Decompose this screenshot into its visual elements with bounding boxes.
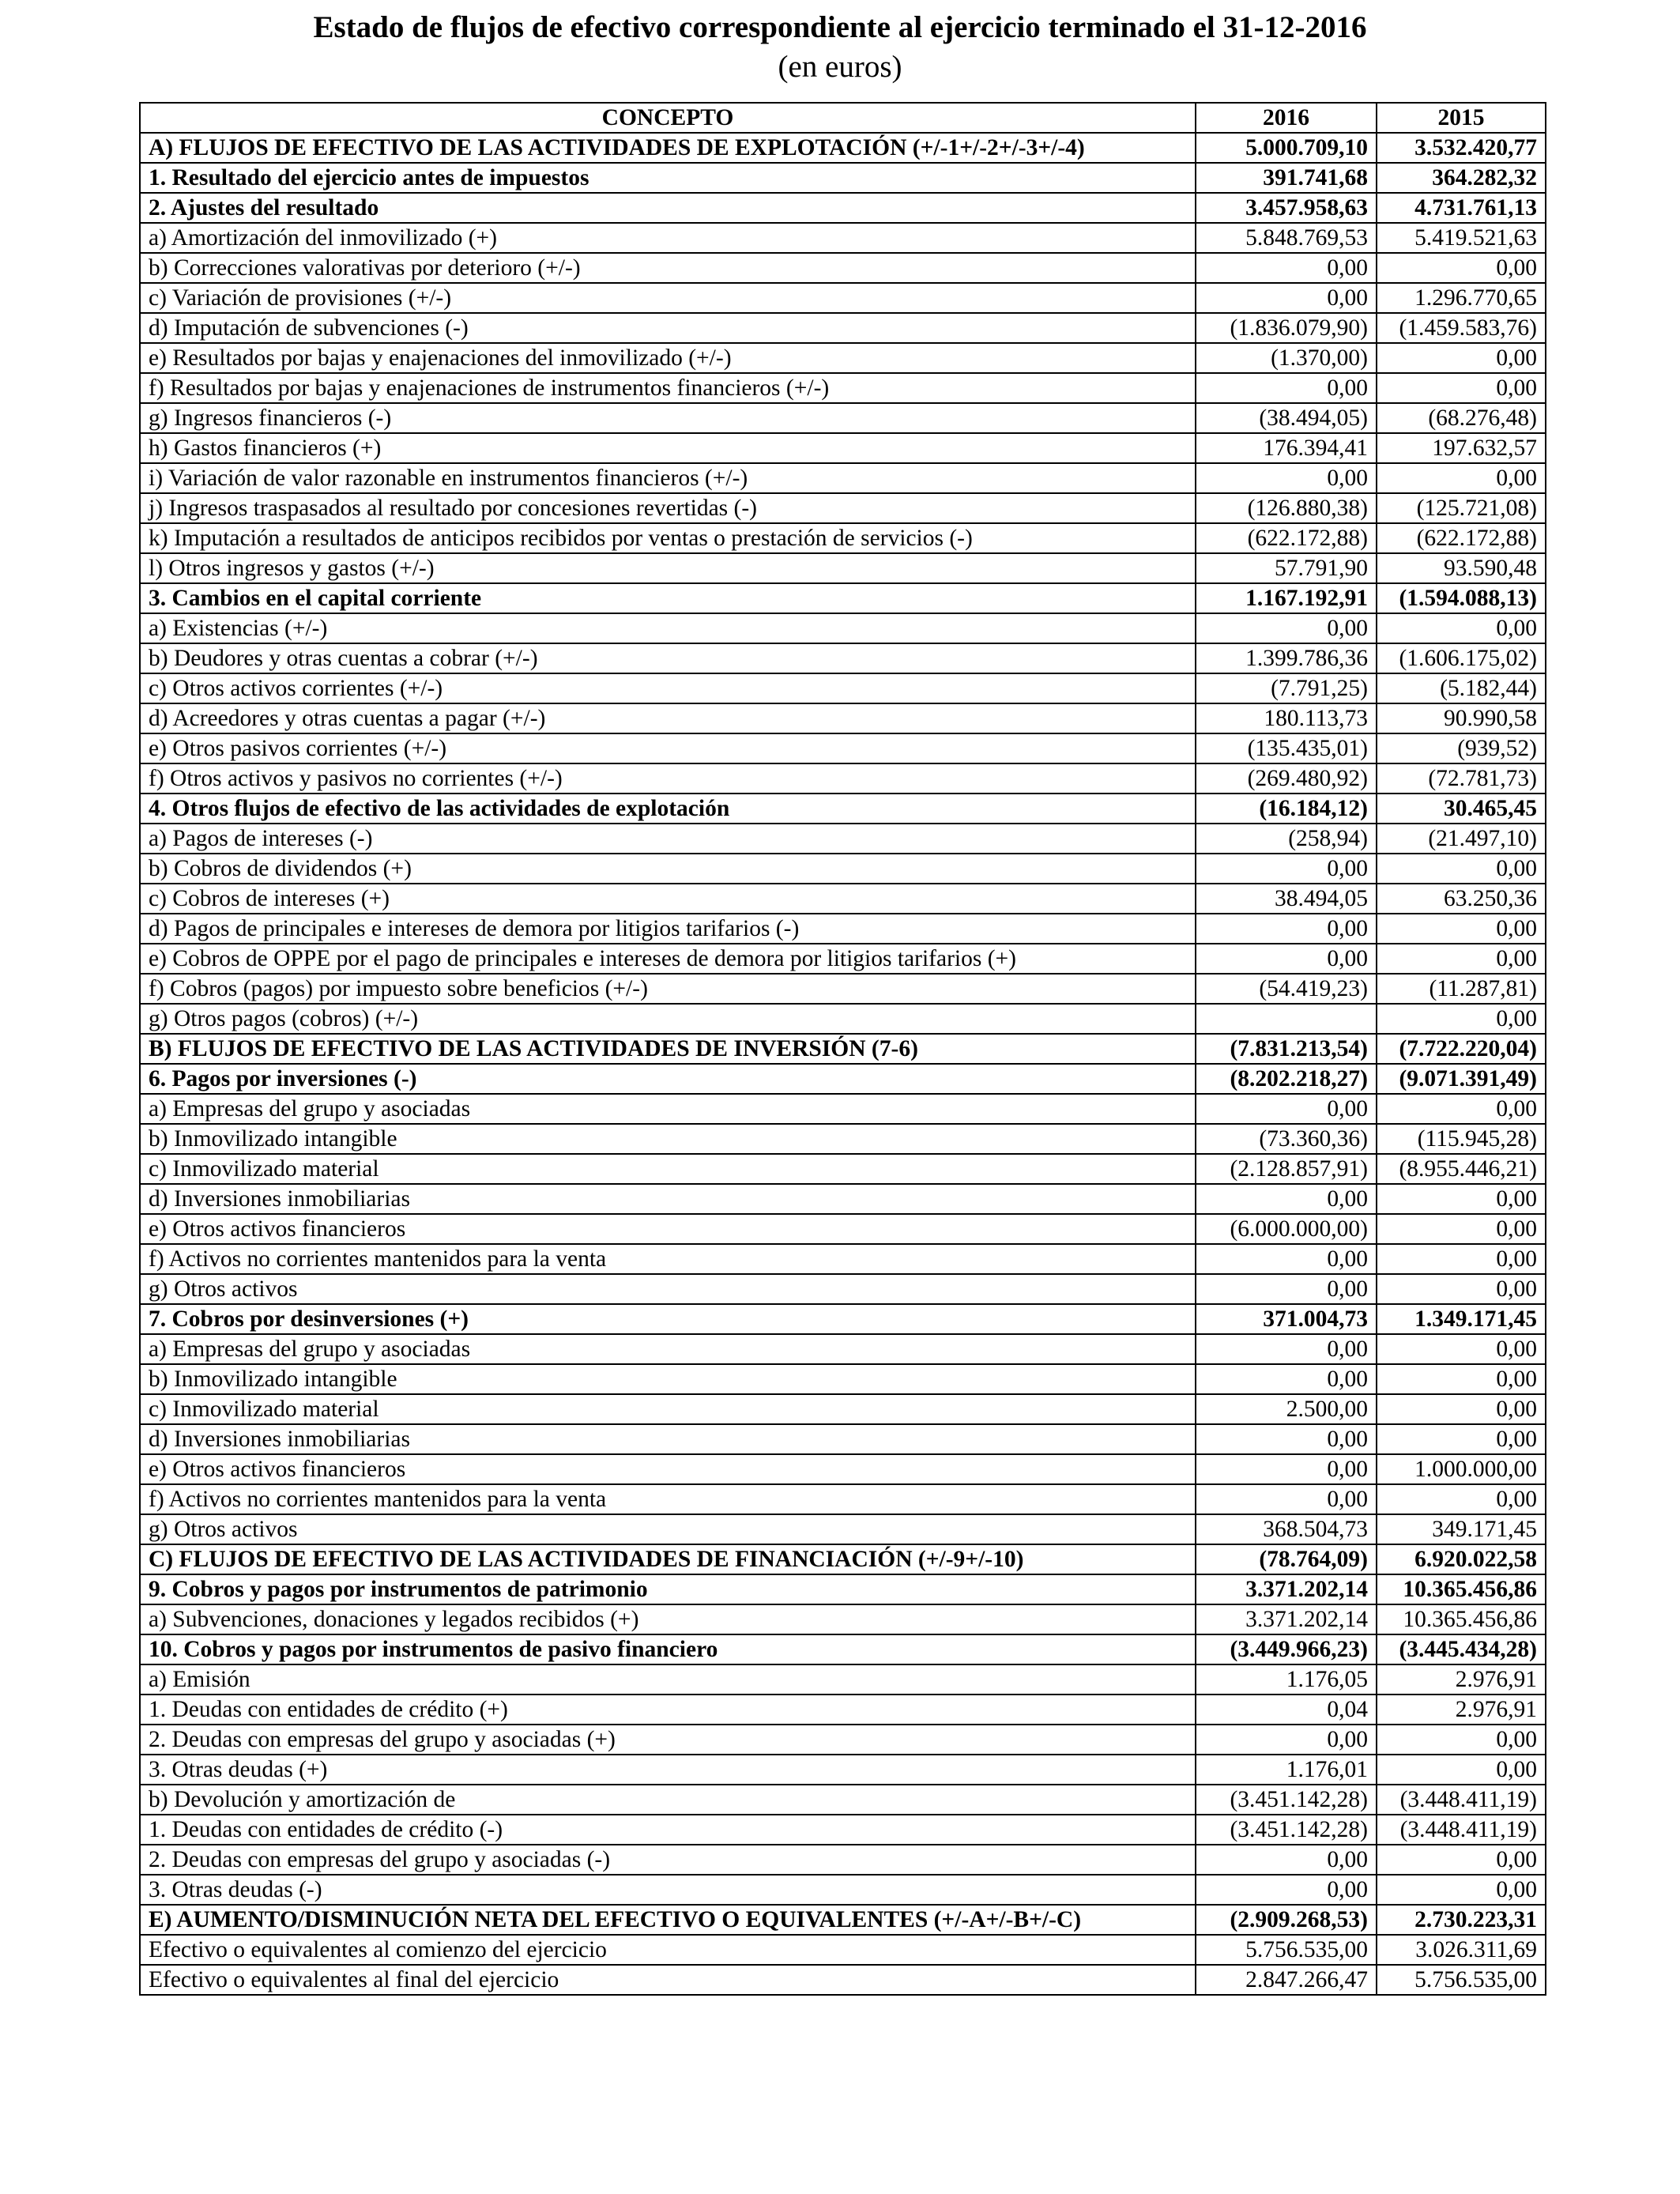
- row-concept-label: 3. Otras deudas (+): [140, 1755, 1196, 1785]
- row-value-2016: 3.371.202,14: [1196, 1604, 1377, 1634]
- row-concept-label: g) Otros pagos (cobros) (+/-): [140, 1004, 1196, 1034]
- table-row: [140, 763, 1546, 794]
- row-concept-label: a) Emisión: [140, 1664, 1196, 1695]
- row-value-2016: 3.371.202,14: [1196, 1574, 1377, 1604]
- table-row: [140, 433, 1546, 463]
- row-value-2016: 368.504,73: [1196, 1514, 1377, 1544]
- table-row: [140, 884, 1546, 914]
- document-subtitle: (en euros): [778, 50, 902, 84]
- row-value-2015: (3.445.434,28): [1377, 1634, 1546, 1664]
- row-concept-label: 1. Deudas con entidades de crédito (-): [140, 1815, 1196, 1845]
- row-value-2015: 1.000.000,00: [1377, 1454, 1546, 1484]
- row-value-2016: (135.435,01): [1196, 733, 1377, 763]
- row-value-2015: 364.282,32: [1377, 163, 1546, 193]
- row-value-2016: 176.394,41: [1196, 433, 1377, 463]
- table-row: [140, 523, 1546, 553]
- row-value-2015: 0,00: [1377, 944, 1546, 974]
- row-value-2015: (9.071.391,49): [1377, 1064, 1546, 1094]
- row-value-2016: 0,00: [1196, 1725, 1377, 1755]
- row-value-2016: [1196, 1004, 1377, 1034]
- table-row: [140, 1184, 1546, 1214]
- row-value-2015: 0,00: [1377, 1184, 1546, 1214]
- row-value-2016: 1.167.192,91: [1196, 583, 1377, 613]
- row-concept-label: l) Otros ingresos y gastos (+/-): [140, 553, 1196, 583]
- row-concept-label: d) Inversiones inmobiliarias: [140, 1184, 1196, 1214]
- row-value-2016: 38.494,05: [1196, 884, 1377, 914]
- row-concept-label: e) Cobros de OPPE por el pago de principales e intereses de demora por litigios tarifarios (+): [140, 944, 1196, 974]
- table-row: [140, 1154, 1546, 1184]
- table-row: [140, 1244, 1546, 1274]
- cash-flow-table: [139, 102, 1546, 1996]
- row-value-2015: 3.026.311,69: [1377, 1935, 1546, 1965]
- row-value-2015: 0,00: [1377, 1845, 1546, 1875]
- row-value-2015: 0,00: [1377, 914, 1546, 944]
- row-concept-label: d) Pagos de principales e intereses de demora por litigios tarifarios (-): [140, 914, 1196, 944]
- row-concept-label: f) Cobros (pagos) por impuesto sobre beneficios (+/-): [140, 974, 1196, 1004]
- row-value-2016: (78.764,09): [1196, 1544, 1377, 1574]
- row-value-2015: 0,00: [1377, 1334, 1546, 1364]
- row-concept-label: c) Otros activos corrientes (+/-): [140, 673, 1196, 703]
- row-value-2016: 0,00: [1196, 1334, 1377, 1364]
- row-concept-label: Efectivo o equivalentes al comienzo del ejercicio: [140, 1935, 1196, 1965]
- row-value-2015: (1.594.088,13): [1377, 583, 1546, 613]
- row-value-2015: (7.722.220,04): [1377, 1034, 1546, 1064]
- row-concept-label: 7. Cobros por desinversiones (+): [140, 1304, 1196, 1334]
- row-concept-label: b) Deudores y otras cuentas a cobrar (+/-): [140, 643, 1196, 673]
- row-value-2015: 0,00: [1377, 613, 1546, 643]
- row-concept-label: c) Inmovilizado material: [140, 1394, 1196, 1424]
- row-value-2016: 0,00: [1196, 1845, 1377, 1875]
- row-value-2016: (3.451.142,28): [1196, 1815, 1377, 1845]
- table-row: [140, 193, 1546, 223]
- table-row: [140, 1304, 1546, 1334]
- table-row: [140, 463, 1546, 493]
- table-row: [140, 1695, 1546, 1725]
- row-concept-label: f) Activos no corrientes mantenidos para la venta: [140, 1244, 1196, 1274]
- row-concept-label: b) Devolución y amortización de: [140, 1785, 1196, 1815]
- row-value-2015: 0,00: [1377, 1214, 1546, 1244]
- row-concept-label: f) Otros activos y pasivos no corrientes (+/-): [140, 763, 1196, 794]
- row-value-2016: 2.847.266,47: [1196, 1965, 1377, 1995]
- row-value-2016: 5.000.709,10: [1196, 133, 1377, 163]
- table-row: [140, 1845, 1546, 1875]
- row-value-2015: (11.287,81): [1377, 974, 1546, 1004]
- row-value-2015: 63.250,36: [1377, 884, 1546, 914]
- row-value-2015: 2.976,91: [1377, 1695, 1546, 1725]
- row-concept-label: c) Variación de provisiones (+/-): [140, 283, 1196, 313]
- row-value-2015: 1.349.171,45: [1377, 1304, 1546, 1334]
- header-2016: 2016: [1196, 103, 1377, 133]
- row-value-2015: 5.756.535,00: [1377, 1965, 1546, 1995]
- row-value-2016: 0,00: [1196, 914, 1377, 944]
- row-value-2016: (622.172,88): [1196, 523, 1377, 553]
- row-value-2016: (126.880,38): [1196, 493, 1377, 523]
- row-value-2016: (38.494,05): [1196, 403, 1377, 433]
- row-concept-label: 6. Pagos por inversiones (-): [140, 1064, 1196, 1094]
- table-row: [140, 493, 1546, 523]
- row-concept-label: 1. Resultado del ejercicio antes de impuestos: [140, 163, 1196, 193]
- row-value-2015: 0,00: [1377, 373, 1546, 403]
- row-concept-label: j) Ingresos traspasados al resultado por concesiones revertidas (-): [140, 493, 1196, 523]
- table-row: [140, 283, 1546, 313]
- table-row: [140, 1064, 1546, 1094]
- row-concept-label: d) Imputación de subvenciones (-): [140, 313, 1196, 343]
- table-row: [140, 553, 1546, 583]
- row-value-2015: 0,00: [1377, 253, 1546, 283]
- row-concept-label: b) Cobros de dividendos (+): [140, 854, 1196, 884]
- table-row: [140, 133, 1546, 163]
- row-value-2016: 0,00: [1196, 253, 1377, 283]
- row-concept-label: g) Otros activos: [140, 1274, 1196, 1304]
- row-concept-label: 1. Deudas con entidades de crédito (+): [140, 1695, 1196, 1725]
- table-row: [140, 1725, 1546, 1755]
- row-value-2016: (73.360,36): [1196, 1124, 1377, 1154]
- row-value-2016: 0,00: [1196, 463, 1377, 493]
- row-value-2015: (125.721,08): [1377, 493, 1546, 523]
- row-value-2016: 0,00: [1196, 1454, 1377, 1484]
- row-concept-label: C) FLUJOS DE EFECTIVO DE LAS ACTIVIDADES DE FINANCIACIÓN (+/-9+/-10): [140, 1544, 1196, 1574]
- table-row: [140, 974, 1546, 1004]
- table-row: [140, 944, 1546, 974]
- table-row: [140, 583, 1546, 613]
- row-value-2016: 0,00: [1196, 1274, 1377, 1304]
- row-value-2015: 10.365.456,86: [1377, 1604, 1546, 1634]
- table-row: [140, 223, 1546, 253]
- row-value-2015: (8.955.446,21): [1377, 1154, 1546, 1184]
- row-value-2015: 0,00: [1377, 1755, 1546, 1785]
- table-row: [140, 914, 1546, 944]
- row-value-2015: (72.781,73): [1377, 763, 1546, 794]
- row-value-2016: (258,94): [1196, 824, 1377, 854]
- row-concept-label: f) Activos no corrientes mantenidos para la venta: [140, 1484, 1196, 1514]
- table-row: [140, 1124, 1546, 1154]
- row-concept-label: f) Resultados por bajas y enajenaciones de instrumentos financieros (+/-): [140, 373, 1196, 403]
- row-value-2015: 0,00: [1377, 463, 1546, 493]
- row-value-2015: 2.730.223,31: [1377, 1905, 1546, 1935]
- row-concept-label: a) Empresas del grupo y asociadas: [140, 1334, 1196, 1364]
- row-concept-label: e) Resultados por bajas y enajenaciones del inmovilizado (+/-): [140, 343, 1196, 373]
- row-value-2016: 0,00: [1196, 854, 1377, 884]
- row-value-2015: (68.276,48): [1377, 403, 1546, 433]
- row-value-2015: 0,00: [1377, 1244, 1546, 1274]
- row-concept-label: 3. Otras deudas (-): [140, 1875, 1196, 1905]
- row-concept-label: a) Amortización del inmovilizado (+): [140, 223, 1196, 253]
- table-row: [140, 1214, 1546, 1244]
- table-row: [140, 1484, 1546, 1514]
- row-value-2015: (3.448.411,19): [1377, 1815, 1546, 1845]
- row-value-2015: (939,52): [1377, 733, 1546, 763]
- row-value-2016: 0,00: [1196, 1244, 1377, 1274]
- row-value-2015: (5.182,44): [1377, 673, 1546, 703]
- table-row: [140, 403, 1546, 433]
- table-row: [140, 1935, 1546, 1965]
- row-value-2015: 10.365.456,86: [1377, 1574, 1546, 1604]
- row-value-2016: 1.176,05: [1196, 1664, 1377, 1695]
- row-value-2016: 0,00: [1196, 1484, 1377, 1514]
- row-value-2015: 0,00: [1377, 1394, 1546, 1424]
- row-concept-label: c) Cobros de intereses (+): [140, 884, 1196, 914]
- row-concept-label: B) FLUJOS DE EFECTIVO DE LAS ACTIVIDADES DE INVERSIÓN (7-6): [140, 1034, 1196, 1064]
- table-row: [140, 1755, 1546, 1785]
- table-row: [140, 1965, 1546, 1995]
- row-value-2016: 1.176,01: [1196, 1755, 1377, 1785]
- table-row: [140, 1604, 1546, 1634]
- table-row: [140, 253, 1546, 283]
- table-row: [140, 343, 1546, 373]
- row-concept-label: b) Inmovilizado intangible: [140, 1124, 1196, 1154]
- row-concept-label: E) AUMENTO/DISMINUCIÓN NETA DEL EFECTIVO O EQUIVALENTES (+/-A+/-B+/-C): [140, 1905, 1196, 1935]
- row-concept-label: k) Imputación a resultados de anticipos recibidos por ventas o prestación de servicios (-): [140, 523, 1196, 553]
- table-row: [140, 1785, 1546, 1815]
- row-concept-label: a) Empresas del grupo y asociadas: [140, 1094, 1196, 1124]
- row-value-2015: (115.945,28): [1377, 1124, 1546, 1154]
- table-row: [140, 1905, 1546, 1935]
- table-row: [140, 1334, 1546, 1364]
- row-value-2015: 197.632,57: [1377, 433, 1546, 463]
- table-row: [140, 1394, 1546, 1424]
- table-row: [140, 1514, 1546, 1544]
- row-value-2016: 180.113,73: [1196, 703, 1377, 733]
- document-title: Estado de flujos de efectivo correspondiente al ejercicio terminado el 31-12-2016: [313, 10, 1367, 44]
- table-row: [140, 854, 1546, 884]
- row-concept-label: e) Otros pasivos corrientes (+/-): [140, 733, 1196, 763]
- row-value-2015: (3.448.411,19): [1377, 1785, 1546, 1815]
- table-row: [140, 824, 1546, 854]
- row-value-2016: 5.848.769,53: [1196, 223, 1377, 253]
- row-value-2015: 349.171,45: [1377, 1514, 1546, 1544]
- row-value-2016: 2.500,00: [1196, 1394, 1377, 1424]
- row-value-2015: 0,00: [1377, 1094, 1546, 1124]
- table-row: [140, 1634, 1546, 1664]
- row-value-2015: 1.296.770,65: [1377, 283, 1546, 313]
- row-value-2016: (2.909.268,53): [1196, 1905, 1377, 1935]
- row-concept-label: c) Inmovilizado material: [140, 1154, 1196, 1184]
- row-concept-label: b) Inmovilizado intangible: [140, 1364, 1196, 1394]
- row-value-2015: 0,00: [1377, 1004, 1546, 1034]
- table-row: [140, 703, 1546, 733]
- row-value-2016: (6.000.000,00): [1196, 1214, 1377, 1244]
- row-value-2015: (1.459.583,76): [1377, 313, 1546, 343]
- row-value-2016: 0,00: [1196, 373, 1377, 403]
- row-concept-label: g) Ingresos financieros (-): [140, 403, 1196, 433]
- row-value-2016: (54.419,23): [1196, 974, 1377, 1004]
- table-row: [140, 643, 1546, 673]
- table-row: [140, 1544, 1546, 1574]
- row-concept-label: 4. Otros flujos de efectivo de las actividades de explotación: [140, 794, 1196, 824]
- table-row: [140, 794, 1546, 824]
- row-value-2016: (16.184,12): [1196, 794, 1377, 824]
- table-row: [140, 1815, 1546, 1845]
- row-value-2015: 93.590,48: [1377, 553, 1546, 583]
- table-row: [140, 613, 1546, 643]
- row-value-2016: (7.831.213,54): [1196, 1034, 1377, 1064]
- row-concept-label: 9. Cobros y pagos por instrumentos de patrimonio: [140, 1574, 1196, 1604]
- row-value-2016: 0,00: [1196, 1184, 1377, 1214]
- row-concept-label: e) Otros activos financieros: [140, 1454, 1196, 1484]
- row-value-2015: 3.532.420,77: [1377, 133, 1546, 163]
- row-value-2015: (1.606.175,02): [1377, 643, 1546, 673]
- row-value-2016: 5.756.535,00: [1196, 1935, 1377, 1965]
- table-row: [140, 733, 1546, 763]
- row-value-2016: 0,00: [1196, 613, 1377, 643]
- row-value-2015: 5.419.521,63: [1377, 223, 1546, 253]
- table-row: [140, 1094, 1546, 1124]
- row-value-2015: (21.497,10): [1377, 824, 1546, 854]
- table-row: [140, 313, 1546, 343]
- row-value-2016: 0,04: [1196, 1695, 1377, 1725]
- row-value-2016: 391.741,68: [1196, 163, 1377, 193]
- header-concepto: CONCEPTO: [140, 103, 1196, 133]
- header-2015: 2015: [1377, 103, 1546, 133]
- row-value-2016: 0,00: [1196, 944, 1377, 974]
- row-concept-label: e) Otros activos financieros: [140, 1214, 1196, 1244]
- table-row: [140, 673, 1546, 703]
- row-value-2015: 30.465,45: [1377, 794, 1546, 824]
- row-value-2015: 90.990,58: [1377, 703, 1546, 733]
- row-concept-label: d) Inversiones inmobiliarias: [140, 1424, 1196, 1454]
- table-row: [140, 163, 1546, 193]
- row-concept-label: 2. Ajustes del resultado: [140, 193, 1196, 223]
- table-row: [140, 1875, 1546, 1905]
- row-concept-label: 2. Deudas con empresas del grupo y asociadas (+): [140, 1725, 1196, 1755]
- table-row: [140, 1574, 1546, 1604]
- table-body: [140, 133, 1546, 1995]
- row-concept-label: Efectivo o equivalentes al final del ejercicio: [140, 1965, 1196, 1995]
- row-concept-label: b) Correcciones valorativas por deterioro (+/-): [140, 253, 1196, 283]
- table-row: [140, 1004, 1546, 1034]
- row-concept-label: 3. Cambios en el capital corriente: [140, 583, 1196, 613]
- row-concept-label: a) Subvenciones, donaciones y legados recibidos (+): [140, 1604, 1196, 1634]
- row-value-2016: 0,00: [1196, 1875, 1377, 1905]
- row-concept-label: A) FLUJOS DE EFECTIVO DE LAS ACTIVIDADES DE EXPLOTACIÓN (+/-1+/-2+/-3+/-4): [140, 133, 1196, 163]
- row-value-2016: 0,00: [1196, 283, 1377, 313]
- row-concept-label: d) Acreedores y otras cuentas a pagar (+/-): [140, 703, 1196, 733]
- row-value-2015: 0,00: [1377, 343, 1546, 373]
- table-row: [140, 1664, 1546, 1695]
- row-value-2016: (2.128.857,91): [1196, 1154, 1377, 1184]
- table-row: [140, 1034, 1546, 1064]
- row-value-2015: 6.920.022,58: [1377, 1544, 1546, 1574]
- row-value-2015: 0,00: [1377, 1364, 1546, 1394]
- row-value-2016: 1.399.786,36: [1196, 643, 1377, 673]
- row-value-2016: (3.451.142,28): [1196, 1785, 1377, 1815]
- row-value-2015: 0,00: [1377, 1274, 1546, 1304]
- row-value-2015: 0,00: [1377, 1484, 1546, 1514]
- row-value-2016: 0,00: [1196, 1094, 1377, 1124]
- row-concept-label: i) Variación de valor razonable en instrumentos financieros (+/-): [140, 463, 1196, 493]
- row-value-2015: 4.731.761,13: [1377, 193, 1546, 223]
- row-value-2016: (8.202.218,27): [1196, 1064, 1377, 1094]
- row-value-2015: 0,00: [1377, 1875, 1546, 1905]
- row-value-2016: 371.004,73: [1196, 1304, 1377, 1334]
- row-value-2016: 0,00: [1196, 1364, 1377, 1394]
- row-value-2016: (7.791,25): [1196, 673, 1377, 703]
- row-value-2015: 2.976,91: [1377, 1664, 1546, 1695]
- table-row: [140, 1424, 1546, 1454]
- table-row: [140, 1454, 1546, 1484]
- row-concept-label: a) Pagos de intereses (-): [140, 824, 1196, 854]
- row-value-2016: 0,00: [1196, 1424, 1377, 1454]
- table-row: [140, 1364, 1546, 1394]
- row-value-2015: 0,00: [1377, 1424, 1546, 1454]
- row-value-2016: (3.449.966,23): [1196, 1634, 1377, 1664]
- row-value-2016: (1.370,00): [1196, 343, 1377, 373]
- row-value-2015: (622.172,88): [1377, 523, 1546, 553]
- row-value-2016: (1.836.079,90): [1196, 313, 1377, 343]
- row-value-2015: 0,00: [1377, 1725, 1546, 1755]
- row-concept-label: a) Existencias (+/-): [140, 613, 1196, 643]
- row-concept-label: h) Gastos financieros (+): [140, 433, 1196, 463]
- table-row: [140, 373, 1546, 403]
- table-header-row: [140, 103, 1546, 133]
- row-value-2016: 3.457.958,63: [1196, 193, 1377, 223]
- table-row: [140, 1274, 1546, 1304]
- row-value-2016: (269.480,92): [1196, 763, 1377, 794]
- row-value-2015: 0,00: [1377, 854, 1546, 884]
- row-value-2016: 57.791,90: [1196, 553, 1377, 583]
- row-concept-label: 10. Cobros y pagos por instrumentos de pasivo financiero: [140, 1634, 1196, 1664]
- row-concept-label: 2. Deudas con empresas del grupo y asociadas (-): [140, 1845, 1196, 1875]
- row-concept-label: g) Otros activos: [140, 1514, 1196, 1544]
